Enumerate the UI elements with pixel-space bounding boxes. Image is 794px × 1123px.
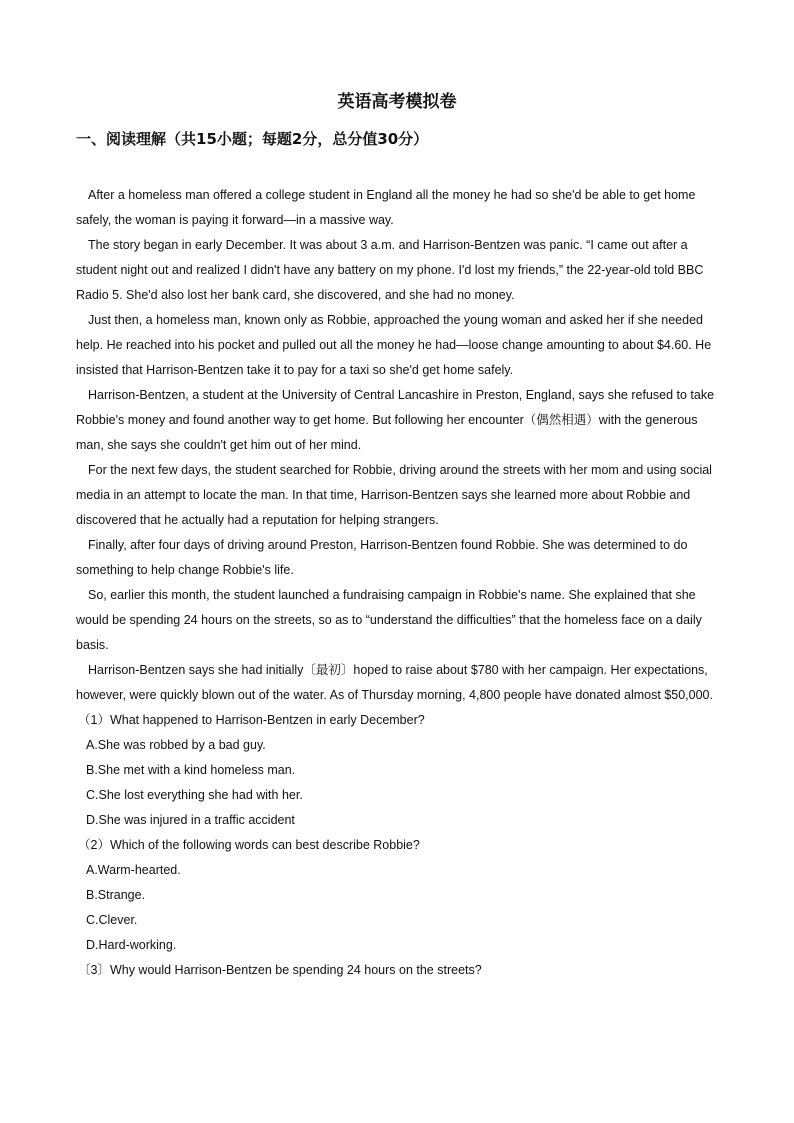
section-heading: 一、阅读理解（共15小题；每题2分，总分值30分） bbox=[76, 130, 429, 148]
reading-passage bbox=[76, 183, 716, 983]
answer-option: D.She was injured in a traffic accident bbox=[86, 813, 295, 827]
question-stem: （1）What happened to Harrison-Bentzen in early December? bbox=[78, 713, 425, 727]
answer-option: B.Strange. bbox=[86, 888, 146, 902]
paragraph: Harrison-Bentzen, a student at the University of Central Lancashire in Preston, England, says she refused to take Robbie's money and found another way to get home. But following her encounter（偶然相遇）with the generous man, she says she couldn't get him out of her mind. bbox=[76, 388, 715, 452]
page-title: 英语高考模拟卷 bbox=[337, 92, 457, 112]
paragraph: The story began in early December. It was about 3 a.m. and Harrison-Bentzen was panic. “I came out after a student night out and realized I didn't have any battery on my phone. I'd lost my friends,” the 22-year-old told BBC Radio 5. She'd also lost her bank card, she discovered, and she had no money. bbox=[76, 238, 704, 302]
question-stem: （2）Which of the following words can best describe Robbie? bbox=[78, 838, 420, 852]
question-stem: 〔3〕Why would Harrison-Bentzen be spending 24 hours on the streets? bbox=[78, 963, 482, 977]
paragraph: For the next few days, the student searched for Robbie, driving around the streets with her mom and using social media in an attempt to locate the man. In that time, Harrison-Bentzen says she learned more about Robbie and discovered that he actually had a reputation for helping strangers. bbox=[76, 463, 712, 527]
answer-option: A.She was robbed by a bad guy. bbox=[86, 738, 266, 752]
answer-option: D.Hard-working. bbox=[86, 938, 177, 952]
paragraph: Just then, a homeless man, known only as Robbie, approached the young woman and asked her if she needed help. He reached into his pocket and pulled out all the money he had—loose change amounting to about $4.60. He insisted that Harrison-Bentzen take it to pay for a taxi so she'd get home safely. bbox=[76, 313, 712, 377]
paragraph: So, earlier this month, the student launched a fundraising campaign in Robbie's name. She explained that she would be spending 24 hours on the streets, so as to “understand the difficulties” that the homeless face on a daily basis. bbox=[76, 588, 702, 652]
answer-option: C.She lost everything she had with her. bbox=[86, 788, 303, 802]
paragraph: After a homeless man offered a college student in England all the money he had so she'd be able to get home safely, the woman is paying it forward—in a massive way. bbox=[76, 188, 696, 227]
paragraph: Harrison-Bentzen says she had initially〔最初〕hoped to raise about $780 with her campaign. Her expectations, however, were quickly blown out of the water. As of Thursday morning, 4,800 people have donated almost $50,000. bbox=[76, 663, 713, 702]
answer-option: B.She met with a kind homeless man. bbox=[86, 763, 296, 777]
answer-option: C.Clever. bbox=[86, 913, 138, 927]
paragraph: Finally, after four days of driving around Preston, Harrison-Bentzen found Robbie. She was determined to do something to help change Robbie's life. bbox=[76, 538, 688, 577]
answer-option: A.Warm-hearted. bbox=[86, 863, 181, 877]
